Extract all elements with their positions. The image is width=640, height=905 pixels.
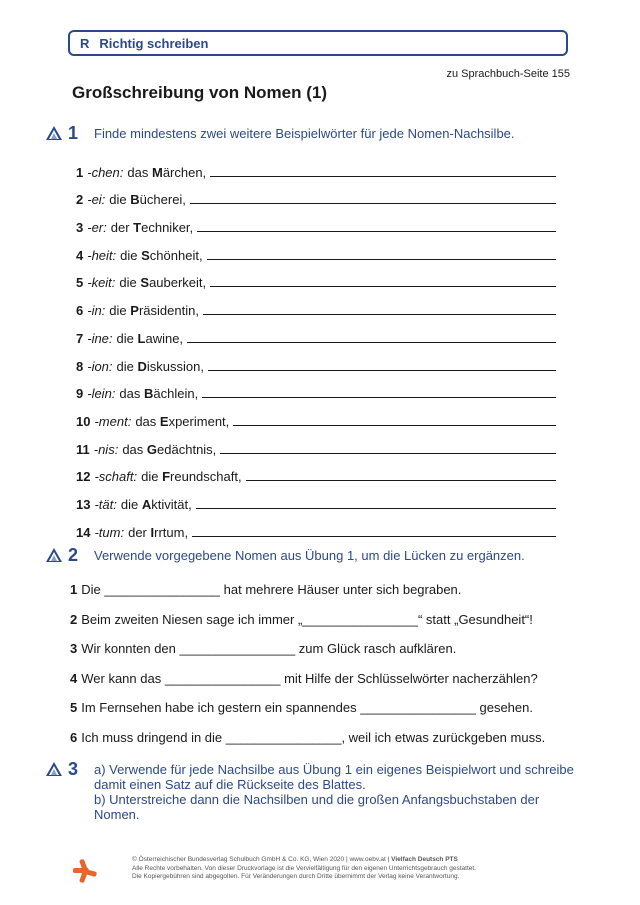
article: die — [120, 247, 138, 263]
article: die — [141, 469, 159, 485]
footer-line-2: Alle Rechte vorbehalten. Von dieser Druckvorlage ist die Vervielfältigung für den eigenen Unterrichtsgebrauch gestattet. — [132, 864, 476, 872]
word-rest: räsidentin, — [138, 303, 199, 319]
row-number: 10 — [76, 413, 91, 429]
answer-line[interactable] — [233, 425, 556, 426]
task-instruction: Verwende vorgegebene Nomen aus Übung 1, um die Lücken zu ergänzen. — [94, 548, 525, 563]
answer-line[interactable] — [190, 203, 556, 204]
row-number: 12 — [76, 469, 91, 485]
section-header — [68, 30, 568, 56]
initial-letter: T — [133, 220, 142, 236]
article: die — [109, 303, 127, 319]
row-number: 11 — [76, 441, 90, 457]
row-number: 6 — [76, 303, 84, 319]
answer-line[interactable] — [192, 536, 556, 537]
suffix: -ion: — [87, 358, 113, 374]
row-number: 6 — [70, 729, 78, 745]
suffix-exercise-list — [76, 152, 566, 540]
word-rest: ächlein, — [153, 386, 199, 402]
suffix: -heit: — [87, 247, 117, 263]
word-rest: chönheit, — [149, 247, 203, 263]
initial-letter: S — [140, 275, 150, 291]
word-rest: iskussion, — [146, 358, 204, 374]
answer-line[interactable] — [187, 342, 556, 343]
publisher-logo-icon — [72, 858, 98, 884]
initial-letter: L — [137, 330, 146, 346]
suffix: -tum: — [94, 524, 125, 540]
suffix-row — [76, 207, 566, 235]
initial-letter: S — [141, 247, 150, 263]
initial-letter: G — [146, 441, 158, 457]
task-number: 1 — [68, 123, 79, 143]
word-rest: ktivität, — [151, 496, 192, 512]
suffix: -ei: — [87, 192, 106, 208]
sentence-text: Wir konnten den ________________ zum Glück rasch aufklären. — [81, 641, 457, 657]
suffix-row — [76, 235, 566, 263]
answer-line[interactable] — [210, 286, 556, 287]
sentence-text: Im Fernsehen habe ich gestern ein spannendes ________________ gesehen. — [81, 700, 533, 716]
article: das — [119, 386, 141, 402]
footer-copyright — [132, 856, 476, 882]
suffix: -ment: — [94, 413, 132, 429]
suffix: -keit: — [87, 275, 116, 291]
example-word — [141, 469, 241, 484]
answer-line[interactable] — [203, 314, 556, 315]
initial-letter: M — [151, 164, 163, 180]
sentence-text: Wer kann das ________________ mit Hilfe der Schlüsselwörter nacherzählen? — [81, 670, 538, 686]
initial-letter: B — [130, 192, 140, 208]
initial-letter: E — [159, 413, 169, 429]
initial-letter: I — [150, 524, 155, 540]
cloze-sentence — [70, 575, 570, 605]
task-3-header — [46, 760, 574, 822]
example-word — [119, 275, 206, 290]
example-word — [122, 442, 216, 457]
suffix: -in: — [87, 303, 106, 319]
suffix-row — [76, 457, 566, 485]
row-number: 4 — [70, 670, 78, 686]
suffix: -lein: — [87, 386, 116, 402]
sentence-text: Ich muss dringend in die ________________, weil ich etwas zurückgeben muss. — [81, 729, 546, 745]
example-word — [111, 220, 193, 235]
answer-line[interactable] — [246, 480, 556, 481]
suffix: -tät: — [94, 496, 117, 512]
footer-product-name: Vielfach Deutsch PTS — [391, 856, 458, 863]
suffix-row — [76, 263, 566, 291]
cloze-sentence — [70, 605, 570, 635]
difficulty-triangle-icon — [46, 126, 62, 140]
suffix-row — [76, 374, 566, 402]
suffix: -ine: — [87, 330, 113, 346]
row-number: 4 — [76, 247, 84, 263]
row-number: 2 — [76, 192, 84, 208]
article: das — [135, 413, 157, 429]
suffix-row — [76, 429, 566, 457]
difficulty-triangle-icon — [46, 762, 62, 776]
suffix-row — [76, 318, 566, 346]
article: der — [110, 220, 130, 236]
word-rest: auberkeit, — [149, 275, 207, 291]
task-number: 3 — [68, 759, 79, 779]
section-letter: R — [80, 35, 90, 51]
cloze-sentence — [70, 664, 570, 694]
task-number: 2 — [68, 545, 79, 565]
row-number: 8 — [76, 358, 84, 374]
example-word — [128, 525, 188, 540]
sentence-text: Die ________________ hat mehrere Häuser unter sich begraben. — [81, 582, 462, 598]
cloze-sentence — [70, 693, 570, 723]
row-number: 14 — [76, 524, 91, 540]
answer-line[interactable] — [202, 397, 556, 398]
row-number: 5 — [70, 700, 78, 716]
textbook-reference: zu Sprachbuch-Seite 155 — [446, 68, 570, 80]
word-rest: awine, — [145, 330, 184, 346]
cloze-sentence — [70, 634, 570, 664]
suffix-row — [76, 512, 566, 540]
word-rest: reundschaft, — [170, 469, 242, 485]
task-2-header — [46, 546, 525, 564]
example-word — [135, 414, 229, 429]
example-word — [120, 248, 202, 263]
article: das — [122, 441, 144, 457]
article: die — [116, 358, 134, 374]
example-word — [109, 192, 186, 207]
section-label: Richtig schreiben — [99, 35, 209, 51]
example-word — [117, 359, 204, 374]
difficulty-triangle-icon — [46, 548, 62, 562]
task-3-line-a2: damit einen Satz auf die Rückseite des Blattes. — [94, 777, 366, 792]
row-number: 7 — [76, 330, 84, 346]
initial-letter: A — [141, 496, 152, 512]
row-number: 9 — [76, 386, 84, 402]
suffix-row — [76, 346, 566, 374]
example-word — [117, 331, 184, 346]
row-number: 1 — [76, 164, 84, 180]
initial-letter: D — [137, 358, 147, 374]
answer-line[interactable] — [208, 370, 556, 371]
task-3-line-b2: Nomen. — [94, 807, 140, 822]
answer-line[interactable] — [207, 259, 556, 260]
suffix: -nis: — [93, 441, 119, 457]
row-number: 13 — [76, 496, 91, 512]
row-number: 1 — [70, 582, 78, 598]
word-rest: rrtum, — [154, 524, 189, 540]
footer-line-3: Die Kopiergebühren sind abgegolten. Für Veränderungen durch Dritte übernimmt der Verlag keine Verantwortung. — [132, 873, 460, 880]
initial-letter: B — [144, 386, 154, 402]
example-word — [119, 386, 198, 401]
word-rest: ärchen, — [162, 164, 207, 180]
example-word — [121, 497, 192, 512]
cloze-sentence — [70, 723, 570, 753]
article: die — [120, 496, 139, 512]
task-instruction — [94, 762, 574, 822]
word-rest: ücherei, — [139, 192, 186, 208]
page-title: Großschreibung von Nomen (1) — [72, 83, 328, 102]
article: die — [116, 330, 134, 346]
suffix-row — [76, 290, 566, 318]
task-3-line-b: b) Unterstreiche dann die Nachsilben und die großen Anfangsbuchstaben der — [94, 792, 540, 807]
answer-line[interactable] — [197, 231, 556, 232]
article: die — [109, 192, 127, 208]
article: der — [128, 524, 147, 540]
article: das — [127, 164, 149, 180]
word-rest: echniker, — [141, 220, 194, 236]
answer-line[interactable] — [210, 176, 556, 177]
initial-letter: P — [130, 303, 139, 319]
suffix: -schaft: — [94, 469, 138, 485]
suffix-row — [76, 152, 566, 180]
example-word — [127, 165, 206, 180]
task-instruction: Finde mindestens zwei weitere Beispielwörter für jede Nomen-Nachsilbe. — [94, 126, 515, 141]
suffix: -er: — [87, 220, 107, 236]
row-number: 2 — [70, 611, 78, 627]
word-rest: xperiment, — [168, 413, 230, 429]
row-number: 3 — [76, 220, 84, 236]
row-number: 5 — [76, 275, 84, 291]
footer-line-1: © Österreichischer Bundesverlag Schulbuch GmbH & Co. KG, Wien 2020 | www.oebv.at | — [132, 856, 390, 863]
suffix-row — [76, 401, 566, 429]
suffix-row — [76, 484, 566, 512]
task-3-line-a: a) Verwende für jede Nachsilbe aus Übung 1 ein eigenes Beispielwort und schreibe — [94, 762, 574, 777]
article: die — [119, 275, 137, 291]
suffix: -chen: — [87, 164, 124, 180]
word-rest: edächtnis, — [157, 441, 217, 457]
cloze-sentence-list — [70, 575, 570, 752]
task-1-header — [46, 124, 515, 142]
example-word — [109, 303, 199, 318]
row-number: 3 — [70, 641, 78, 657]
answer-line[interactable] — [196, 508, 556, 509]
suffix-row — [76, 180, 566, 208]
initial-letter: F — [162, 469, 171, 485]
sentence-text: Beim zweiten Niesen sage ich immer „________________“ statt „Gesundheit“! — [81, 611, 533, 627]
answer-line[interactable] — [220, 453, 556, 454]
